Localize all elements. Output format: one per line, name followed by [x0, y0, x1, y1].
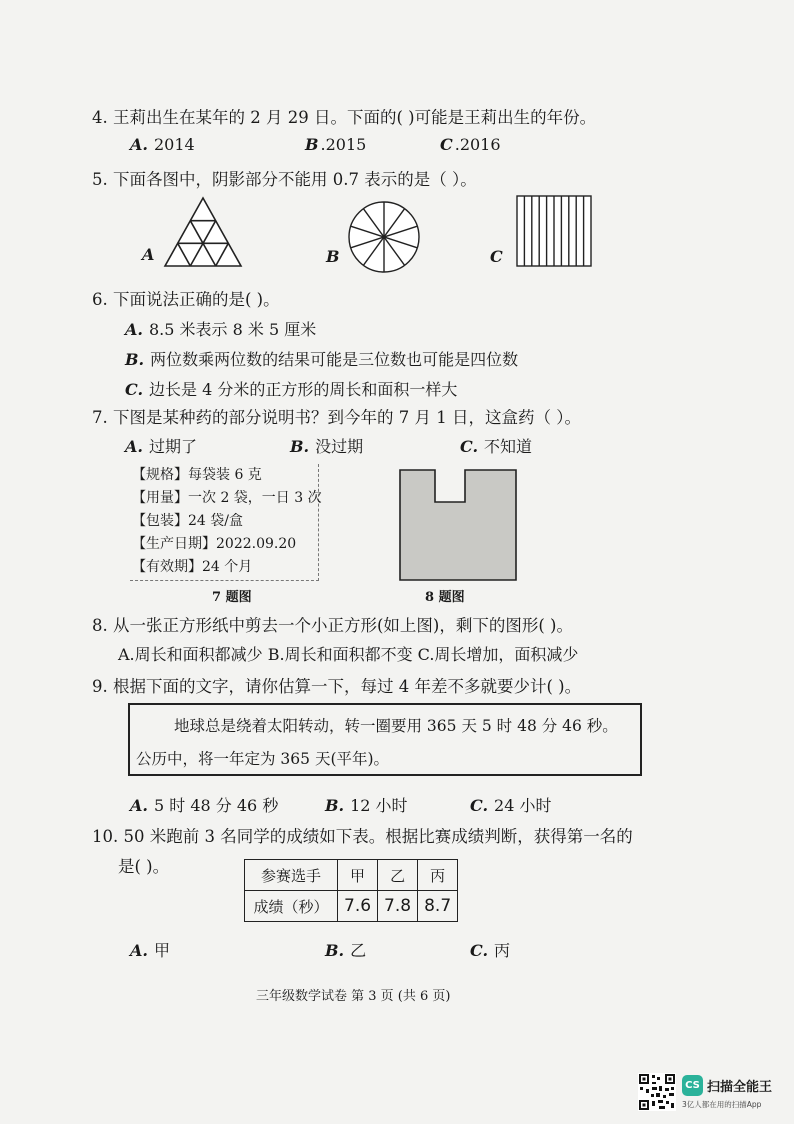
scanner-app-name: 扫描全能王 — [707, 1080, 773, 1095]
q4-option-c: C .2016 — [440, 135, 501, 154]
q5-label-c: C — [490, 247, 503, 266]
q5-stem: 5. 下面各图中，阴影部分不能用 0.7 表示的是（ ）。 — [92, 170, 477, 189]
q9-box-line1: 地球总是绕着太阳转动，转一圈要用 365 天 5 时 48 分 46 秒。 — [174, 717, 618, 735]
table-header-row — [245, 860, 458, 891]
q7-option-c: C. 不知道 — [460, 437, 533, 456]
qr-code-icon — [638, 1073, 676, 1111]
table-header-cell: 甲 — [338, 860, 378, 891]
label-line-dosage: 【用量】一次 2 袋，一日 3 次 — [132, 490, 322, 506]
q5-figure-b-circle — [347, 200, 421, 274]
q5-figure-a-triangle — [163, 196, 245, 270]
q7-option-b: B. 没过期 — [290, 437, 364, 456]
q7-stem: 7. 下图是某种药的部分说明书？到今年的 7 月 1 日，这盒药（ ）。 — [92, 408, 581, 427]
q4-option-b: B .2015 — [305, 135, 367, 154]
table-header-cell: 丙 — [418, 860, 458, 891]
q8-figure-notched-square — [398, 468, 522, 584]
table-cell: 7.8 — [378, 891, 418, 922]
q6-option-c: C. 边长是 4 分米的正方形的周长和面积一样大 — [125, 380, 458, 399]
q9-box-line2: 公历中，将一年定为 365 天(平年)。 — [136, 750, 390, 768]
q10-option-c: C. 丙 — [470, 941, 511, 960]
q5-figure-c-striped-square — [515, 194, 595, 268]
table-cell: 成绩（秒） — [245, 891, 338, 922]
q9-option-b: B. 12 小时 — [325, 796, 408, 815]
table-header-cell: 参赛选手 — [245, 860, 338, 891]
q9-info-box — [128, 703, 642, 776]
q9-option-a: A. 5 时 48 分 46 秒 — [130, 796, 279, 815]
q8-options: A.周长和面积都减少 B.周长和面积都不变 C.周长增加，面积减少 — [118, 645, 579, 664]
q5-label-a: A — [142, 245, 155, 264]
scanner-tagline: 3亿人都在用的扫描App — [682, 1100, 762, 1109]
medicine-label — [130, 464, 322, 581]
q10-option-b: B. 乙 — [325, 941, 367, 960]
q4-stem: 4. 王莉出生在某年的 2 月 29 日。下面的( )可能是王莉出生的年份。 — [92, 108, 597, 127]
q10-stem-line1: 10. 50 米跑前 3 名同学的成绩如下表。根据比赛成绩判断，获得第一名的 — [92, 827, 633, 846]
q9-option-c: C. 24 小时 — [470, 796, 552, 815]
label-line-spec: 【规格】每袋装 6 克 — [132, 467, 262, 483]
label-line-package: 【包装】24 袋/盒 — [132, 513, 243, 529]
q10-stem-line2: 是( )。 — [118, 857, 170, 876]
q6-option-b: B. 两位数乘两位数的结果可能是三位数也可能是四位数 — [125, 350, 519, 369]
cs-logo-icon: CS — [682, 1075, 703, 1096]
q6-stem: 6. 下面说法正确的是( )。 — [92, 290, 280, 309]
q7-option-a: A. 过期了 — [125, 437, 197, 456]
page-footer: 三年级数学试卷 第 3 页 (共 6 页) — [256, 989, 451, 1004]
q7-caption: 7 题图 — [212, 590, 252, 605]
label-line-production-date: 【生产日期】2022.09.20 — [132, 536, 297, 552]
table-cell: 7.6 — [338, 891, 378, 922]
table-header-cell: 乙 — [378, 860, 418, 891]
q9-stem: 9. 根据下面的文字，请你估算一下，每过 4 年差不多就要少计( )。 — [92, 677, 582, 696]
q8-stem: 8. 从一张正方形纸中剪去一个小正方形(如上图)，剩下的图形( )。 — [92, 616, 573, 635]
table-row — [245, 891, 458, 922]
label-line-expiry: 【有效期】24 个月 — [132, 559, 253, 575]
q10-option-a: A. 甲 — [130, 941, 170, 960]
q6-option-a: A. 8.5 米表示 8 米 5 厘米 — [125, 320, 317, 339]
q10-score-table — [244, 859, 458, 922]
table-cell: 8.7 — [418, 891, 458, 922]
q4-option-a: A. 2014 — [130, 135, 195, 154]
q5-label-b: B — [326, 247, 340, 266]
q8-caption: 8 题图 — [425, 590, 465, 605]
